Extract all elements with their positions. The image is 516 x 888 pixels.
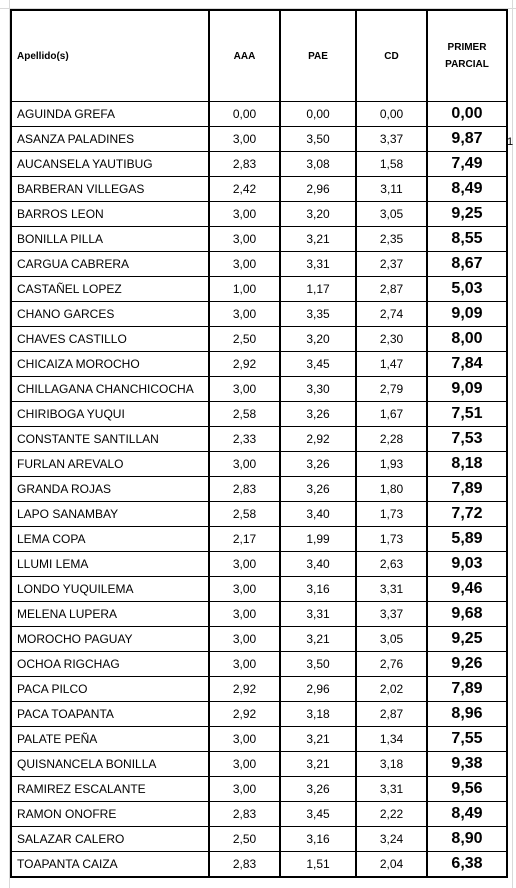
- table-row: [11, 202, 507, 227]
- cell-aaa[interactable]: 3,00: [209, 777, 280, 802]
- col-header-cd[interactable]: CD: [356, 10, 427, 102]
- cell-aaa[interactable]: 2,92: [209, 702, 280, 727]
- cell-aaa[interactable]: 3,00: [209, 652, 280, 677]
- cell-name[interactable]: QUISNANCELA BONILLA: [11, 752, 209, 777]
- cell-cd[interactable]: 2,04: [356, 852, 427, 878]
- cell-cd[interactable]: 2,87: [356, 277, 427, 302]
- cell-aaa[interactable]: 2,83: [209, 152, 280, 177]
- cell-pae[interactable]: 3,16: [280, 577, 356, 602]
- col-header-aaa[interactable]: AAA: [209, 10, 280, 102]
- cell-primer-parcial[interactable]: 7,89: [427, 677, 507, 702]
- cell-aaa[interactable]: 3,00: [209, 577, 280, 602]
- cell-pae[interactable]: 3,18: [280, 702, 356, 727]
- cell-cd[interactable]: 2,28: [356, 427, 427, 452]
- cell-primer-parcial[interactable]: 7,72: [427, 502, 507, 527]
- cell-aaa[interactable]: 2,92: [209, 677, 280, 702]
- cell-aaa[interactable]: 3,00: [209, 727, 280, 752]
- cell-pae[interactable]: 3,31: [280, 602, 356, 627]
- table-row: [11, 127, 507, 152]
- table-row: [11, 377, 507, 402]
- cell-primer-parcial[interactable]: 8,00: [427, 327, 507, 352]
- cell-pae[interactable]: 3,45: [280, 802, 356, 827]
- cell-primer-parcial[interactable]: 0,00: [427, 102, 507, 127]
- cell-cd[interactable]: 3,24: [356, 827, 427, 852]
- table-row: [11, 152, 507, 177]
- cell-name[interactable]: AGUINDA GREFA: [11, 102, 209, 127]
- cell-primer-parcial[interactable]: 9,87: [427, 127, 507, 152]
- table-row: [11, 502, 507, 527]
- cell-cd[interactable]: 2,76: [356, 652, 427, 677]
- cell-pae[interactable]: 3,30: [280, 377, 356, 402]
- cell-cd[interactable]: 2,02: [356, 677, 427, 702]
- cell-name[interactable]: OCHOA RIGCHAG: [11, 652, 209, 677]
- cell-aaa[interactable]: 3,00: [209, 227, 280, 252]
- cell-pae[interactable]: 3,26: [280, 777, 356, 802]
- table-row: [11, 402, 507, 427]
- table-row: [11, 552, 507, 577]
- cell-cd[interactable]: 1,73: [356, 527, 427, 552]
- cell-name[interactable]: BARROS LEON: [11, 202, 209, 227]
- grades-table: [10, 9, 508, 878]
- cell-cd[interactable]: 2,87: [356, 702, 427, 727]
- table-row: [11, 252, 507, 277]
- cell-name[interactable]: CHILLAGANA CHANCHICOCHA: [11, 377, 209, 402]
- table-row: [11, 852, 507, 878]
- cell-aaa[interactable]: 1,00: [209, 277, 280, 302]
- cell-primer-parcial[interactable]: 7,84: [427, 352, 507, 377]
- cell-name[interactable]: PALATE PEÑA: [11, 727, 209, 752]
- cell-primer-parcial[interactable]: 9,25: [427, 627, 507, 652]
- cell-cd[interactable]: 3,31: [356, 777, 427, 802]
- cell-aaa[interactable]: 2,50: [209, 827, 280, 852]
- cell-cd[interactable]: 2,22: [356, 802, 427, 827]
- table-row: [11, 602, 507, 627]
- cell-cd[interactable]: 2,37: [356, 252, 427, 277]
- cell-primer-parcial[interactable]: 9,26: [427, 652, 507, 677]
- cell-pae[interactable]: 3,21: [280, 627, 356, 652]
- cell-aaa[interactable]: 2,83: [209, 852, 280, 878]
- cell-primer-parcial[interactable]: 5,03: [427, 277, 507, 302]
- table-row: [11, 352, 507, 377]
- cell-cd[interactable]: 2,79: [356, 377, 427, 402]
- cell-aaa[interactable]: 0,00: [209, 102, 280, 127]
- cell-name[interactable]: LAPO SANAMBAY: [11, 502, 209, 527]
- cell-pae[interactable]: 1,99: [280, 527, 356, 552]
- cell-pae[interactable]: 3,26: [280, 402, 356, 427]
- cell-name[interactable]: GRANDA ROJAS: [11, 477, 209, 502]
- cell-primer-parcial[interactable]: 8,49: [427, 802, 507, 827]
- cell-primer-parcial[interactable]: 9,09: [427, 377, 507, 402]
- table-row: [11, 677, 507, 702]
- cell-name[interactable]: BONILLA PILLA: [11, 227, 209, 252]
- cell-cd[interactable]: 3,05: [356, 627, 427, 652]
- cell-pae[interactable]: 2,96: [280, 177, 356, 202]
- cell-aaa[interactable]: 2,83: [209, 477, 280, 502]
- cell-aaa[interactable]: 3,00: [209, 752, 280, 777]
- cell-primer-parcial[interactable]: 7,49: [427, 152, 507, 177]
- cell-primer-parcial[interactable]: 7,53: [427, 427, 507, 452]
- cell-pae[interactable]: 3,50: [280, 127, 356, 152]
- cell-pae[interactable]: 3,45: [280, 352, 356, 377]
- cell-primer-parcial[interactable]: 7,55: [427, 727, 507, 752]
- cell-aaa[interactable]: 3,00: [209, 127, 280, 152]
- table-row: [11, 527, 507, 552]
- cell-cd[interactable]: 3,37: [356, 127, 427, 152]
- cell-aaa[interactable]: 2,17: [209, 527, 280, 552]
- cell-aaa[interactable]: 3,00: [209, 302, 280, 327]
- cell-cd[interactable]: 3,18: [356, 752, 427, 777]
- table-row: [11, 102, 507, 127]
- table-row: [11, 452, 507, 477]
- cell-aaa[interactable]: 2,92: [209, 352, 280, 377]
- cell-name[interactable]: MELENA LUPERA: [11, 602, 209, 627]
- cell-primer-parcial[interactable]: 7,89: [427, 477, 507, 502]
- table-row: [11, 327, 507, 352]
- cell-primer-parcial[interactable]: 9,38: [427, 752, 507, 777]
- cell-pae[interactable]: 3,50: [280, 652, 356, 677]
- cell-name[interactable]: FURLAN AREVALO: [11, 452, 209, 477]
- col-header-primer-parcial[interactable]: [427, 10, 507, 102]
- cell-name[interactable]: CONSTANTE SANTILLAN: [11, 427, 209, 452]
- cell-aaa[interactable]: 3,00: [209, 627, 280, 652]
- cell-name[interactable]: ASANZA PALADINES: [11, 127, 209, 152]
- cell-aaa[interactable]: 2,58: [209, 402, 280, 427]
- cell-pae[interactable]: 2,92: [280, 427, 356, 452]
- cell-pae[interactable]: 2,96: [280, 677, 356, 702]
- cell-name[interactable]: RAMON ONOFRE: [11, 802, 209, 827]
- cell-name[interactable]: PACA TOAPANTA: [11, 702, 209, 727]
- table-row: [11, 177, 507, 202]
- cell-cd[interactable]: 1,80: [356, 477, 427, 502]
- header-row: [11, 10, 507, 102]
- cell-cd[interactable]: 3,11: [356, 177, 427, 202]
- cell-primer-parcial[interactable]: 8,18: [427, 452, 507, 477]
- cell-cd[interactable]: 2,30: [356, 327, 427, 352]
- col-header-pae[interactable]: PAE: [280, 10, 356, 102]
- cell-name[interactable]: SALAZAR CALERO: [11, 827, 209, 852]
- cell-name[interactable]: CHIRIBOGA YUQUI: [11, 402, 209, 427]
- cell-pae[interactable]: 3,21: [280, 752, 356, 777]
- cell-aaa[interactable]: 3,00: [209, 202, 280, 227]
- table-row: [11, 827, 507, 852]
- cell-cd[interactable]: 3,05: [356, 202, 427, 227]
- cell-name[interactable]: CHAVES CASTILLO: [11, 327, 209, 352]
- table-row: [11, 802, 507, 827]
- cell-aaa[interactable]: 3,00: [209, 452, 280, 477]
- cell-primer-parcial[interactable]: 9,03: [427, 552, 507, 577]
- cell-primer-parcial[interactable]: 8,90: [427, 827, 507, 852]
- cell-pae[interactable]: 3,21: [280, 727, 356, 752]
- cell-pae[interactable]: 3,31: [280, 252, 356, 277]
- gridline: [512, 0, 513, 888]
- table-row: [11, 477, 507, 502]
- cell-primer-parcial[interactable]: 7,51: [427, 402, 507, 427]
- cell-primer-parcial[interactable]: 9,09: [427, 302, 507, 327]
- cell-name[interactable]: PACA PILCO: [11, 677, 209, 702]
- header-parcial-line1: PRIMER: [447, 42, 487, 53]
- cell-pae[interactable]: 3,16: [280, 827, 356, 852]
- cell-pae[interactable]: 3,20: [280, 202, 356, 227]
- cell-pae[interactable]: 3,08: [280, 152, 356, 177]
- cell-cd[interactable]: 1,93: [356, 452, 427, 477]
- table-row: [11, 427, 507, 452]
- cell-primer-parcial[interactable]: 8,49: [427, 177, 507, 202]
- cell-cd[interactable]: 3,37: [356, 602, 427, 627]
- cell-pae[interactable]: 3,40: [280, 502, 356, 527]
- cell-cd[interactable]: 1,73: [356, 502, 427, 527]
- cell-pae[interactable]: 3,26: [280, 452, 356, 477]
- cell-primer-parcial[interactable]: 8,96: [427, 702, 507, 727]
- cell-cd[interactable]: 2,74: [356, 302, 427, 327]
- cell-primer-parcial[interactable]: 9,46: [427, 577, 507, 602]
- cell-primer-parcial[interactable]: 9,68: [427, 602, 507, 627]
- cell-pae[interactable]: 1,51: [280, 852, 356, 878]
- cell-name[interactable]: TOAPANTA CAIZA: [11, 852, 209, 878]
- cell-cd[interactable]: 2,35: [356, 227, 427, 252]
- cell-name[interactable]: RAMIREZ ESCALANTE: [11, 777, 209, 802]
- cell-cd[interactable]: 1,34: [356, 727, 427, 752]
- cell-aaa[interactable]: 3,00: [209, 252, 280, 277]
- cell-pae[interactable]: 1,17: [280, 277, 356, 302]
- cell-primer-parcial[interactable]: 8,67: [427, 252, 507, 277]
- cell-cd[interactable]: 3,31: [356, 577, 427, 602]
- stray-cell-value[interactable]: 1: [507, 136, 514, 148]
- cell-pae[interactable]: 3,35: [280, 302, 356, 327]
- cell-name[interactable]: AUCANSELA YAUTIBUG: [11, 152, 209, 177]
- cell-primer-parcial[interactable]: 9,56: [427, 777, 507, 802]
- cell-name[interactable]: CHANO GARCES: [11, 302, 209, 327]
- table-row: [11, 277, 507, 302]
- table-row: [11, 577, 507, 602]
- header-parcial-line2: PARCIAL: [445, 59, 489, 70]
- cell-pae[interactable]: 3,40: [280, 552, 356, 577]
- cell-name[interactable]: BARBERAN VILLEGAS: [11, 177, 209, 202]
- cell-aaa[interactable]: 3,00: [209, 377, 280, 402]
- cell-primer-parcial[interactable]: 8,55: [427, 227, 507, 252]
- table-row: [11, 652, 507, 677]
- cell-aaa[interactable]: 2,58: [209, 502, 280, 527]
- cell-pae[interactable]: 3,21: [280, 227, 356, 252]
- cell-cd[interactable]: 2,63: [356, 552, 427, 577]
- cell-primer-parcial[interactable]: 9,25: [427, 202, 507, 227]
- cell-name[interactable]: MOROCHO PAGUAY: [11, 627, 209, 652]
- cell-cd[interactable]: 0,00: [356, 102, 427, 127]
- cell-name[interactable]: LEMA COPA: [11, 527, 209, 552]
- col-header-name[interactable]: Apellido(s): [11, 10, 209, 102]
- cell-name[interactable]: LONDO YUQUILEMA: [11, 577, 209, 602]
- cell-cd[interactable]: 1,58: [356, 152, 427, 177]
- cell-cd[interactable]: 1,47: [356, 352, 427, 377]
- cell-name[interactable]: LLUMI LEMA: [11, 552, 209, 577]
- table-row: [11, 752, 507, 777]
- cell-aaa[interactable]: 2,83: [209, 802, 280, 827]
- cell-primer-parcial[interactable]: 5,89: [427, 527, 507, 552]
- table-row: [11, 302, 507, 327]
- cell-name[interactable]: CHICAIZA MOROCHO: [11, 352, 209, 377]
- cell-primer-parcial[interactable]: 6,38: [427, 852, 507, 878]
- table-row: [11, 627, 507, 652]
- cell-pae[interactable]: 0,00: [280, 102, 356, 127]
- cell-pae[interactable]: 3,20: [280, 327, 356, 352]
- cell-pae[interactable]: 3,26: [280, 477, 356, 502]
- cell-name[interactable]: CASTAÑEL LOPEZ: [11, 277, 209, 302]
- cell-aaa[interactable]: 2,42: [209, 177, 280, 202]
- cell-aaa[interactable]: 2,50: [209, 327, 280, 352]
- table-row: [11, 227, 507, 252]
- table-row: [11, 727, 507, 752]
- cell-aaa[interactable]: 3,00: [209, 552, 280, 577]
- cell-aaa[interactable]: 2,33: [209, 427, 280, 452]
- cell-name[interactable]: CARGUA CABRERA: [11, 252, 209, 277]
- cell-aaa[interactable]: 3,00: [209, 602, 280, 627]
- table-row: [11, 702, 507, 727]
- table-row: [11, 777, 507, 802]
- cell-cd[interactable]: 1,67: [356, 402, 427, 427]
